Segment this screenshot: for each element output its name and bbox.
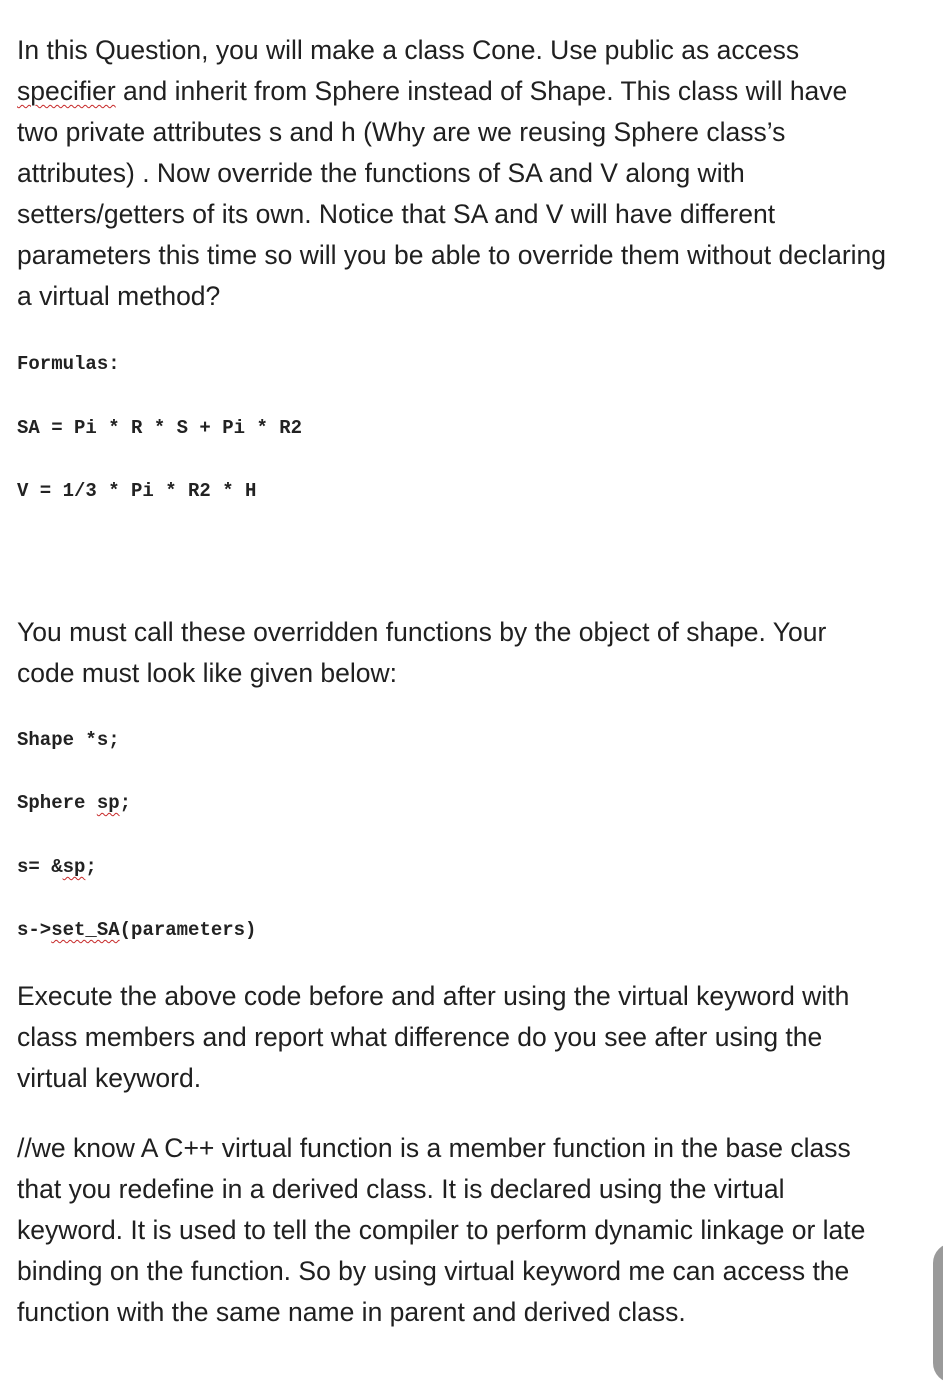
code-line [17, 918, 256, 942]
text-line: a virtual method? [17, 281, 221, 311]
code-line [17, 855, 97, 879]
text-line: binding on the function. So by using virtual keyword me can access the [17, 1256, 850, 1286]
answer-paragraph [17, 1128, 865, 1333]
formula-volume: V = 1/3 * Pi * R2 * H [17, 480, 257, 502]
code-token: s= & [17, 856, 63, 878]
code-token: (parameters) [119, 919, 257, 941]
text-line: attributes) . Now override the functions of SA and V along with [17, 158, 745, 188]
text-line: You must call these overridden functions by the object of shape. Your [17, 617, 827, 647]
scrollbar-thumb[interactable] [933, 1243, 943, 1383]
code-line [17, 791, 131, 815]
text-line: In this Question, you will make a class Cone. Use public as access [17, 35, 800, 65]
text-line: Execute the above code before and after using the virtual keyword with [17, 981, 850, 1011]
text-line: class members and report what difference do you see after using the [17, 1022, 823, 1052]
formula-surface-area: SA = Pi * R * S + Pi * R2 [17, 417, 303, 439]
execute-paragraph [17, 976, 849, 1099]
code-token: s-> [17, 919, 52, 941]
spellcheck-word: sp [96, 792, 120, 814]
spellcheck-word: set_SA [51, 919, 120, 941]
code-line: Shape *s; [17, 729, 120, 751]
code-token: Sphere [17, 792, 97, 814]
call-instructions-paragraph [17, 612, 826, 694]
question-paragraph [17, 30, 886, 317]
text-line: parameters this time so will you be able to override them without declaring [17, 240, 887, 270]
text-line: virtual keyword. [17, 1063, 202, 1093]
text-line [17, 71, 886, 112]
code-token: ; [119, 792, 132, 814]
text-line: //we know A C++ virtual function is a member function in the base class [17, 1133, 851, 1163]
text-line: keyword. It is used to tell the compiler to perform dynamic linkage or late [17, 1215, 866, 1245]
code-token: ; [85, 856, 97, 878]
text-span: and inherit from Sphere instead of Shape. This class will have [115, 76, 848, 106]
text-line: that you redefine in a derived class. It is declared using the virtual [17, 1174, 785, 1204]
text-line: code must look like given below: [17, 658, 398, 688]
text-line: function with the same name in parent and derived class. [17, 1297, 686, 1327]
spellcheck-word: sp [62, 856, 86, 878]
spellcheck-word: specifier [17, 76, 116, 106]
formulas-label: Formulas: [17, 353, 120, 375]
text-line: setters/getters of its own. Notice that SA and V will have different [17, 199, 776, 229]
text-line: two private attributes s and h (Why are we reusing Sphere class’s [17, 117, 786, 147]
